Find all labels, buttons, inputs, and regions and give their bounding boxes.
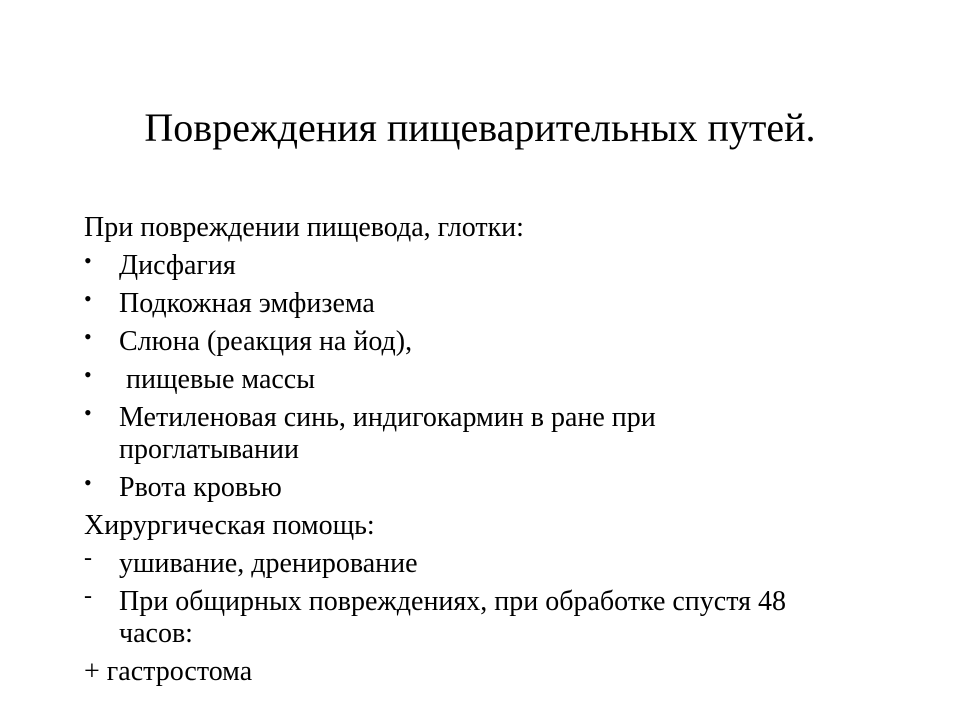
dash-item-2 [84, 583, 884, 650]
dash-text: При общирных повреждениях, при обработке спустя 48 часов: [119, 586, 786, 649]
bullet-item-6 [84, 472, 884, 504]
slide-body [84, 212, 884, 694]
bullet-text: Подкожная эмфизема [119, 288, 375, 319]
slide-title: Повреждения пищеварительных путей. [144, 105, 816, 150]
bullet-text: Рвота кровью [119, 472, 282, 503]
bullet-item-4 [84, 364, 884, 396]
bullet-item-2 [84, 288, 884, 320]
bullet-text: пищевые массы [119, 364, 316, 395]
bullet-text: Метиленовая синь, индигокармин в ране при проглатывании [119, 402, 656, 465]
section2-heading: Хирургическая помощь: [84, 510, 375, 541]
bullet-icon: • [84, 286, 92, 311]
footer-line: + гастростома [84, 656, 253, 687]
bullet-icon: • [84, 324, 92, 349]
bullet-text: Дисфагия [119, 250, 236, 281]
bullet-item-3 [84, 326, 884, 358]
bullet-text: Слюна (реакция на йод), [119, 326, 413, 357]
bullet-item-1 [84, 250, 884, 282]
bullet-icon: • [84, 362, 92, 387]
bullet-icon: • [84, 248, 92, 273]
dash-text: ушивание, дренирование [119, 548, 418, 579]
dash-icon: - [84, 545, 92, 571]
bullet-item-5 [84, 402, 884, 466]
bullet-icon: • [84, 470, 92, 495]
bullet-icon: • [84, 400, 92, 425]
section1-heading: При повреждении пищевода, глотки: [84, 212, 524, 243]
dash-item-1 [84, 545, 884, 580]
dash-icon: - [84, 583, 92, 609]
